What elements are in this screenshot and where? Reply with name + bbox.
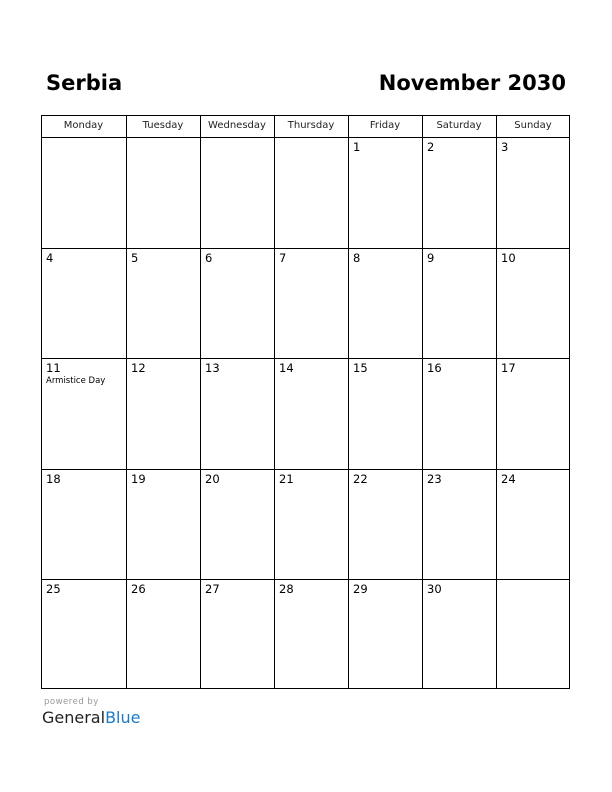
- day-cell: [41, 137, 126, 248]
- day-cell: [274, 248, 348, 358]
- day-cell: [348, 579, 422, 689]
- day-cell: [348, 137, 422, 248]
- grid-line-vertical: [274, 115, 275, 689]
- day-cell: [422, 358, 496, 469]
- day-number: 14: [279, 361, 294, 375]
- brand-blue: Blue: [105, 708, 141, 727]
- grid-line-horizontal: [41, 358, 570, 359]
- day-number: 3: [501, 140, 509, 154]
- day-cell: [274, 579, 348, 689]
- day-number: 16: [427, 361, 442, 375]
- day-cell: [200, 469, 274, 579]
- day-cell: [200, 248, 274, 358]
- day-cell: [422, 469, 496, 579]
- day-number: 29: [353, 582, 368, 596]
- grid-line-vertical: [348, 115, 349, 689]
- day-cell: [348, 248, 422, 358]
- day-cell: [348, 469, 422, 579]
- grid-line-horizontal: [41, 115, 570, 116]
- day-cell: [126, 579, 200, 689]
- grid-line-vertical: [200, 115, 201, 689]
- day-number: 13: [205, 361, 220, 375]
- day-cell: [126, 469, 200, 579]
- day-number: 20: [205, 472, 220, 486]
- day-number: 2: [427, 140, 435, 154]
- grid-line-horizontal: [41, 469, 570, 470]
- day-cell: [422, 579, 496, 689]
- day-number: 17: [501, 361, 516, 375]
- day-cell: [348, 358, 422, 469]
- day-cell: [496, 579, 570, 689]
- day-cell: [200, 579, 274, 689]
- powered-by-label: powered by: [44, 697, 99, 707]
- day-number: 5: [131, 251, 139, 265]
- month-title: November 2030: [378, 71, 566, 95]
- day-number: 23: [427, 472, 442, 486]
- day-number: 21: [279, 472, 294, 486]
- grid-line-vertical: [496, 115, 497, 689]
- country-title: Serbia: [46, 71, 123, 95]
- day-cell: [41, 469, 126, 579]
- day-number: 4: [46, 251, 54, 265]
- day-cell: [274, 137, 348, 248]
- grid-line-horizontal: [41, 579, 570, 580]
- day-number: 25: [46, 582, 61, 596]
- day-number: 15: [353, 361, 368, 375]
- day-number: 8: [353, 251, 361, 265]
- day-number: 27: [205, 582, 220, 596]
- grid-line-vertical: [41, 115, 42, 689]
- day-cell: [422, 248, 496, 358]
- day-cell: [274, 469, 348, 579]
- grid-line-horizontal: [41, 688, 570, 689]
- day-cell: [274, 358, 348, 469]
- day-cell: [200, 137, 274, 248]
- day-number: 30: [427, 582, 442, 596]
- weekday-header: Tuesday: [142, 120, 184, 131]
- weekday-header: Friday: [369, 120, 401, 131]
- day-cell: [126, 358, 200, 469]
- day-number: 11: [46, 361, 61, 375]
- day-number: 7: [279, 251, 287, 265]
- grid-line-horizontal: [41, 137, 570, 138]
- day-number: 22: [353, 472, 368, 486]
- day-number: 12: [131, 361, 146, 375]
- day-number: 1: [353, 140, 361, 154]
- day-cell: [126, 137, 200, 248]
- calendar-grid: [41, 115, 570, 689]
- holiday-label: Armistice Day: [46, 376, 106, 386]
- day-cell: [422, 137, 496, 248]
- weekday-header: Wednesday: [208, 120, 266, 131]
- weekday-header: Thursday: [287, 120, 335, 131]
- day-number: 18: [46, 472, 61, 486]
- day-cell: [41, 248, 126, 358]
- day-cell: [496, 358, 570, 469]
- day-cell: [496, 469, 570, 579]
- generalblue-logo[interactable]: [42, 708, 140, 727]
- day-cell: [200, 358, 274, 469]
- day-number: 9: [427, 251, 435, 265]
- grid-line-vertical: [569, 115, 570, 689]
- day-number: 26: [131, 582, 146, 596]
- day-number: 10: [501, 251, 516, 265]
- day-cell: [41, 358, 126, 469]
- brand-general: General: [42, 708, 106, 727]
- grid-line-horizontal: [41, 248, 570, 249]
- grid-line-vertical: [126, 115, 127, 689]
- weekday-header: Sunday: [514, 120, 552, 131]
- day-number: 19: [131, 472, 146, 486]
- day-cell: [496, 137, 570, 248]
- day-number: 28: [279, 582, 294, 596]
- weekday-header: Saturday: [436, 120, 482, 131]
- day-cell: [41, 579, 126, 689]
- day-number: 6: [205, 251, 213, 265]
- day-number: 24: [501, 472, 516, 486]
- weekday-header: Monday: [63, 120, 104, 131]
- day-cell: [126, 248, 200, 358]
- grid-line-vertical: [422, 115, 423, 689]
- day-cell: [496, 248, 570, 358]
